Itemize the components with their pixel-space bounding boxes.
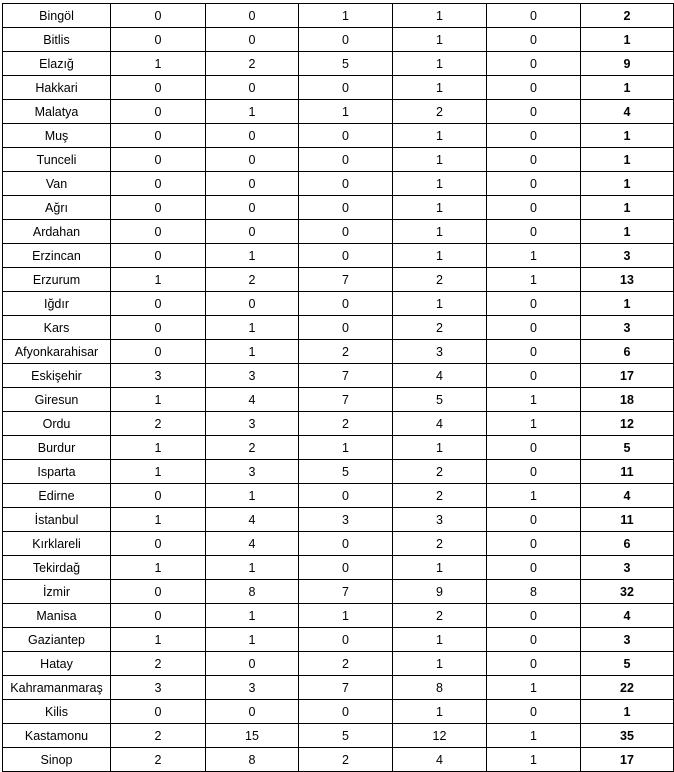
- province-name: İstanbul: [3, 508, 111, 532]
- col-3-value: 1: [299, 436, 393, 460]
- col-4-value: 4: [393, 748, 487, 772]
- col-3-value: 0: [299, 532, 393, 556]
- col-5-value: 0: [487, 652, 581, 676]
- province-name: Eskişehir: [3, 364, 111, 388]
- col-2-value: 0: [206, 292, 299, 316]
- col-5-value: 1: [487, 724, 581, 748]
- col-3-value: 3: [299, 508, 393, 532]
- col-3-value: 0: [299, 28, 393, 52]
- row-total: 1: [581, 76, 674, 100]
- col-1-value: 2: [111, 652, 206, 676]
- col-2-value: 1: [206, 340, 299, 364]
- province-name: Kahramanmaraş: [3, 676, 111, 700]
- table-row: [3, 652, 674, 676]
- col-5-value: 0: [487, 604, 581, 628]
- table-row: [3, 148, 674, 172]
- col-1-value: 0: [111, 28, 206, 52]
- col-2-value: 0: [206, 652, 299, 676]
- col-1-value: 3: [111, 364, 206, 388]
- row-total: 3: [581, 244, 674, 268]
- row-total: 1: [581, 220, 674, 244]
- col-5-value: 1: [487, 388, 581, 412]
- col-2-value: 1: [206, 100, 299, 124]
- col-4-value: 2: [393, 316, 487, 340]
- col-2-value: 3: [206, 364, 299, 388]
- col-4-value: 1: [393, 28, 487, 52]
- col-2-value: 1: [206, 604, 299, 628]
- col-4-value: 2: [393, 460, 487, 484]
- col-3-value: 0: [299, 316, 393, 340]
- col-2-value: 1: [206, 556, 299, 580]
- col-3-value: 5: [299, 724, 393, 748]
- col-5-value: 0: [487, 196, 581, 220]
- col-5-value: 0: [487, 700, 581, 724]
- province-name: Ardahan: [3, 220, 111, 244]
- table-row: [3, 100, 674, 124]
- col-1-value: 0: [111, 604, 206, 628]
- col-4-value: 2: [393, 604, 487, 628]
- col-1-value: 0: [111, 484, 206, 508]
- table-row: [3, 340, 674, 364]
- table-row: [3, 292, 674, 316]
- col-3-value: 0: [299, 292, 393, 316]
- col-2-value: 1: [206, 484, 299, 508]
- row-total: 13: [581, 268, 674, 292]
- row-total: 1: [581, 124, 674, 148]
- col-5-value: 0: [487, 556, 581, 580]
- col-3-value: 0: [299, 76, 393, 100]
- col-1-value: 1: [111, 268, 206, 292]
- col-1-value: 1: [111, 436, 206, 460]
- province-name: Hakkari: [3, 76, 111, 100]
- col-1-value: 1: [111, 460, 206, 484]
- col-5-value: 0: [487, 460, 581, 484]
- col-1-value: 2: [111, 724, 206, 748]
- row-total: 12: [581, 412, 674, 436]
- col-1-value: 0: [111, 76, 206, 100]
- table-row: [3, 76, 674, 100]
- col-3-value: 0: [299, 700, 393, 724]
- col-2-value: 0: [206, 28, 299, 52]
- row-total: 5: [581, 436, 674, 460]
- col-2-value: 0: [206, 172, 299, 196]
- col-2-value: 4: [206, 532, 299, 556]
- province-name: Bitlis: [3, 28, 111, 52]
- col-4-value: 1: [393, 52, 487, 76]
- col-4-value: 1: [393, 172, 487, 196]
- col-1-value: 0: [111, 340, 206, 364]
- table-row: [3, 556, 674, 580]
- col-4-value: 2: [393, 100, 487, 124]
- row-total: 17: [581, 364, 674, 388]
- province-name: Kastamonu: [3, 724, 111, 748]
- province-name: Hatay: [3, 652, 111, 676]
- province-name: Burdur: [3, 436, 111, 460]
- province-name: Sinop: [3, 748, 111, 772]
- table-row: [3, 748, 674, 772]
- province-name: Gaziantep: [3, 628, 111, 652]
- row-total: 32: [581, 580, 674, 604]
- province-name: Muş: [3, 124, 111, 148]
- row-total: 9: [581, 52, 674, 76]
- province-name: Kilis: [3, 700, 111, 724]
- col-5-value: 0: [487, 4, 581, 28]
- table-row: [3, 628, 674, 652]
- col-5-value: 0: [487, 532, 581, 556]
- table-row: [3, 124, 674, 148]
- col-2-value: 2: [206, 436, 299, 460]
- col-3-value: 1: [299, 604, 393, 628]
- row-total: 5: [581, 652, 674, 676]
- col-4-value: 2: [393, 532, 487, 556]
- col-4-value: 1: [393, 220, 487, 244]
- col-5-value: 0: [487, 76, 581, 100]
- col-3-value: 7: [299, 388, 393, 412]
- col-2-value: 4: [206, 388, 299, 412]
- col-3-value: 0: [299, 556, 393, 580]
- col-2-value: 1: [206, 316, 299, 340]
- col-1-value: 0: [111, 580, 206, 604]
- col-5-value: 0: [487, 220, 581, 244]
- col-2-value: 0: [206, 4, 299, 28]
- col-5-value: 0: [487, 340, 581, 364]
- col-1-value: 0: [111, 172, 206, 196]
- table-row: [3, 700, 674, 724]
- province-name: Bingöl: [3, 4, 111, 28]
- col-4-value: 1: [393, 124, 487, 148]
- col-3-value: 0: [299, 172, 393, 196]
- col-5-value: 1: [487, 484, 581, 508]
- col-4-value: 5: [393, 388, 487, 412]
- col-3-value: 7: [299, 676, 393, 700]
- province-name: Erzurum: [3, 268, 111, 292]
- col-1-value: 0: [111, 292, 206, 316]
- table-row: [3, 724, 674, 748]
- row-total: 17: [581, 748, 674, 772]
- col-5-value: 0: [487, 124, 581, 148]
- col-5-value: 0: [487, 316, 581, 340]
- table-row: [3, 4, 674, 28]
- table-row: [3, 436, 674, 460]
- province-name: Erzincan: [3, 244, 111, 268]
- col-2-value: 0: [206, 196, 299, 220]
- col-4-value: 1: [393, 556, 487, 580]
- col-2-value: 8: [206, 580, 299, 604]
- row-total: 18: [581, 388, 674, 412]
- col-1-value: 0: [111, 244, 206, 268]
- col-5-value: 1: [487, 676, 581, 700]
- col-3-value: 0: [299, 244, 393, 268]
- col-3-value: 0: [299, 148, 393, 172]
- col-1-value: 0: [111, 148, 206, 172]
- col-3-value: 2: [299, 340, 393, 364]
- col-3-value: 5: [299, 460, 393, 484]
- province-name: Ağrı: [3, 196, 111, 220]
- col-2-value: 0: [206, 124, 299, 148]
- col-5-value: 0: [487, 436, 581, 460]
- col-3-value: 5: [299, 52, 393, 76]
- col-1-value: 0: [111, 196, 206, 220]
- row-total: 11: [581, 508, 674, 532]
- row-total: 1: [581, 196, 674, 220]
- col-1-value: 0: [111, 4, 206, 28]
- table-row: [3, 268, 674, 292]
- table-row: [3, 460, 674, 484]
- row-total: 11: [581, 460, 674, 484]
- col-1-value: 0: [111, 124, 206, 148]
- province-name: Tekirdağ: [3, 556, 111, 580]
- col-2-value: 1: [206, 244, 299, 268]
- table-row: [3, 364, 674, 388]
- col-3-value: 0: [299, 220, 393, 244]
- col-4-value: 3: [393, 508, 487, 532]
- col-5-value: 0: [487, 508, 581, 532]
- col-1-value: 3: [111, 676, 206, 700]
- col-3-value: 1: [299, 100, 393, 124]
- col-1-value: 2: [111, 412, 206, 436]
- province-count-table: [2, 3, 674, 772]
- province-name: Kırklareli: [3, 532, 111, 556]
- col-1-value: 1: [111, 52, 206, 76]
- row-total: 22: [581, 676, 674, 700]
- table-row: [3, 412, 674, 436]
- col-2-value: 0: [206, 700, 299, 724]
- col-4-value: 1: [393, 148, 487, 172]
- col-3-value: 0: [299, 124, 393, 148]
- province-name: Elazığ: [3, 52, 111, 76]
- col-2-value: 15: [206, 724, 299, 748]
- col-4-value: 4: [393, 364, 487, 388]
- row-total: 1: [581, 172, 674, 196]
- table-row: [3, 196, 674, 220]
- table-row: [3, 676, 674, 700]
- table-row: [3, 388, 674, 412]
- row-total: 4: [581, 484, 674, 508]
- row-total: 1: [581, 700, 674, 724]
- col-3-value: 2: [299, 748, 393, 772]
- province-name: Afyonkarahisar: [3, 340, 111, 364]
- col-4-value: 1: [393, 628, 487, 652]
- table-row: [3, 316, 674, 340]
- col-4-value: 1: [393, 196, 487, 220]
- col-1-value: 0: [111, 220, 206, 244]
- row-total: 1: [581, 148, 674, 172]
- col-3-value: 0: [299, 628, 393, 652]
- province-name: Edirne: [3, 484, 111, 508]
- col-5-value: 1: [487, 412, 581, 436]
- table-row: [3, 52, 674, 76]
- col-1-value: 0: [111, 100, 206, 124]
- col-1-value: 1: [111, 508, 206, 532]
- row-total: 3: [581, 556, 674, 580]
- province-name: Iğdır: [3, 292, 111, 316]
- col-2-value: 3: [206, 676, 299, 700]
- table-row: [3, 508, 674, 532]
- table-row: [3, 484, 674, 508]
- province-name: Tunceli: [3, 148, 111, 172]
- province-name: Giresun: [3, 388, 111, 412]
- row-total: 3: [581, 316, 674, 340]
- province-name: Malatya: [3, 100, 111, 124]
- col-1-value: 1: [111, 388, 206, 412]
- col-2-value: 1: [206, 628, 299, 652]
- col-5-value: 1: [487, 268, 581, 292]
- col-3-value: 7: [299, 364, 393, 388]
- col-1-value: 1: [111, 628, 206, 652]
- col-4-value: 1: [393, 244, 487, 268]
- col-2-value: 0: [206, 148, 299, 172]
- col-4-value: 2: [393, 268, 487, 292]
- col-4-value: 1: [393, 700, 487, 724]
- province-name: Van: [3, 172, 111, 196]
- table-row: [3, 28, 674, 52]
- col-5-value: 0: [487, 628, 581, 652]
- col-1-value: 0: [111, 532, 206, 556]
- table-row: [3, 580, 674, 604]
- province-name: Isparta: [3, 460, 111, 484]
- col-4-value: 8: [393, 676, 487, 700]
- col-5-value: 0: [487, 100, 581, 124]
- province-name: Ordu: [3, 412, 111, 436]
- row-total: 2: [581, 4, 674, 28]
- col-2-value: 2: [206, 52, 299, 76]
- province-name: Manisa: [3, 604, 111, 628]
- col-3-value: 0: [299, 484, 393, 508]
- col-5-value: 8: [487, 580, 581, 604]
- row-total: 4: [581, 100, 674, 124]
- col-4-value: 3: [393, 340, 487, 364]
- province-name: Kars: [3, 316, 111, 340]
- row-total: 1: [581, 292, 674, 316]
- col-3-value: 2: [299, 652, 393, 676]
- table-row: [3, 244, 674, 268]
- col-5-value: 1: [487, 748, 581, 772]
- col-4-value: 4: [393, 412, 487, 436]
- row-total: 1: [581, 28, 674, 52]
- col-2-value: 3: [206, 460, 299, 484]
- col-3-value: 7: [299, 268, 393, 292]
- row-total: 6: [581, 532, 674, 556]
- row-total: 35: [581, 724, 674, 748]
- table-row: [3, 172, 674, 196]
- col-2-value: 0: [206, 220, 299, 244]
- province-name: İzmir: [3, 580, 111, 604]
- col-5-value: 0: [487, 52, 581, 76]
- col-4-value: 1: [393, 76, 487, 100]
- table-row: [3, 220, 674, 244]
- col-1-value: 0: [111, 700, 206, 724]
- col-4-value: 1: [393, 4, 487, 28]
- col-2-value: 3: [206, 412, 299, 436]
- col-5-value: 0: [487, 172, 581, 196]
- col-1-value: 0: [111, 316, 206, 340]
- row-total: 3: [581, 628, 674, 652]
- table-row: [3, 532, 674, 556]
- col-4-value: 2: [393, 484, 487, 508]
- col-4-value: 1: [393, 652, 487, 676]
- col-5-value: 1: [487, 244, 581, 268]
- col-4-value: 1: [393, 292, 487, 316]
- col-4-value: 9: [393, 580, 487, 604]
- col-5-value: 0: [487, 364, 581, 388]
- col-3-value: 1: [299, 4, 393, 28]
- col-4-value: 1: [393, 436, 487, 460]
- row-total: 6: [581, 340, 674, 364]
- col-2-value: 8: [206, 748, 299, 772]
- col-3-value: 7: [299, 580, 393, 604]
- table-body: [3, 4, 674, 772]
- col-3-value: 2: [299, 412, 393, 436]
- col-1-value: 1: [111, 556, 206, 580]
- col-1-value: 2: [111, 748, 206, 772]
- col-5-value: 0: [487, 28, 581, 52]
- col-2-value: 0: [206, 76, 299, 100]
- col-3-value: 0: [299, 196, 393, 220]
- col-2-value: 2: [206, 268, 299, 292]
- col-2-value: 4: [206, 508, 299, 532]
- col-5-value: 0: [487, 292, 581, 316]
- col-4-value: 12: [393, 724, 487, 748]
- row-total: 4: [581, 604, 674, 628]
- col-5-value: 0: [487, 148, 581, 172]
- table-row: [3, 604, 674, 628]
